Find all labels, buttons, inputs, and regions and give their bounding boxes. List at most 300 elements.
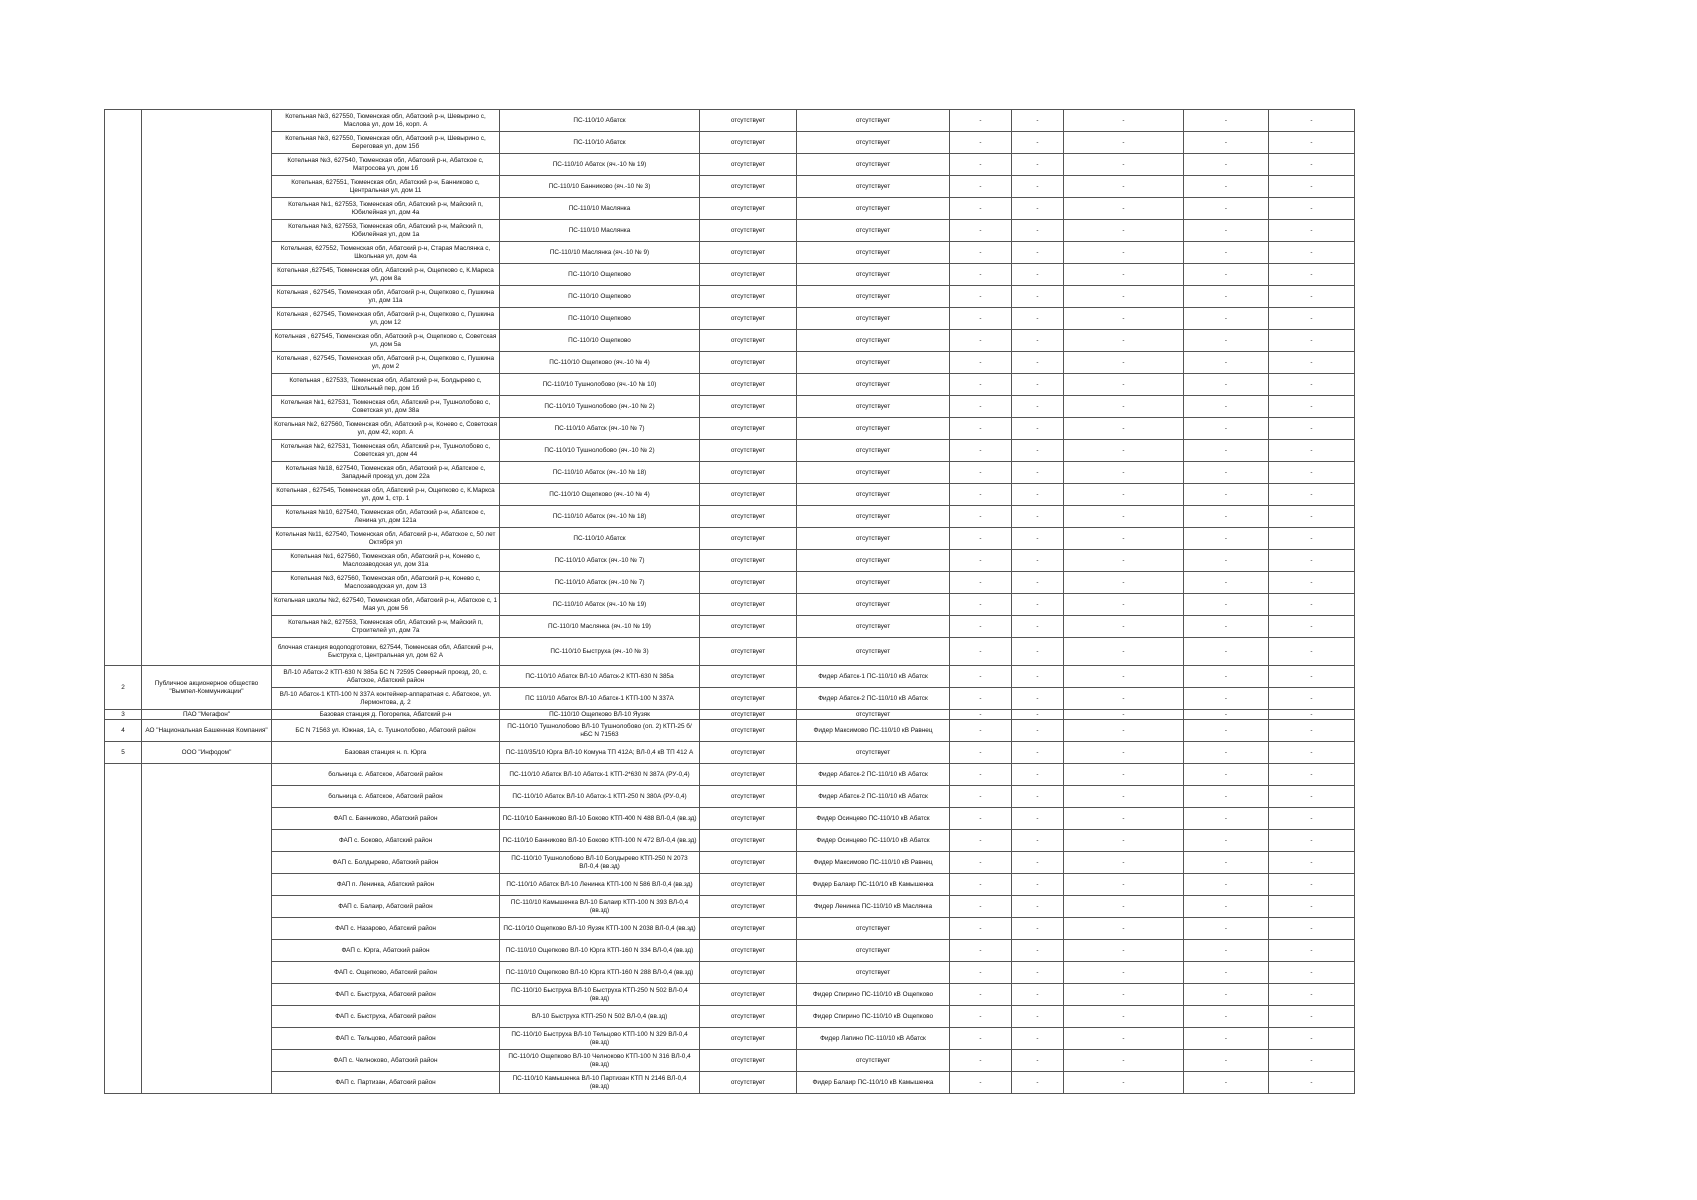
- table-row: [105, 720, 1355, 742]
- dash-cell: -: [1184, 874, 1269, 896]
- dash-cell: -: [1064, 418, 1184, 440]
- substation-cell: ПС-110/10 Абатск ВЛ-10 Абатск-2 КТП-630 N 385а: [500, 666, 700, 688]
- dash-cell: -: [950, 572, 1012, 594]
- dash-cell: -: [1064, 374, 1184, 396]
- dash-cell: -: [1184, 352, 1269, 374]
- dash-cell: -: [1064, 688, 1184, 710]
- status-cell: отсутствует: [700, 396, 797, 418]
- table-row: [105, 418, 1355, 440]
- table-row: [105, 110, 1355, 132]
- dash-cell: -: [1064, 1072, 1184, 1094]
- table-row: [105, 220, 1355, 242]
- table-row: [105, 666, 1355, 688]
- feeder-cell: отсутствует: [797, 242, 950, 264]
- dash-cell: -: [950, 720, 1012, 742]
- dash-cell: -: [1064, 396, 1184, 418]
- table-row: [105, 286, 1355, 308]
- dash-cell: -: [950, 220, 1012, 242]
- feeder-cell: отсутствует: [797, 962, 950, 984]
- status-cell: отсутствует: [700, 874, 797, 896]
- feeder-cell: Фидер Абатск-2 ПС-110/10 кВ Абатск: [797, 764, 950, 786]
- substation-cell: ПС-110/10 Маслянка (яч.-10 № 9): [500, 242, 700, 264]
- organization-cell: ПАО "Мегафон": [142, 710, 272, 720]
- dash-cell: -: [950, 198, 1012, 220]
- dash-cell: -: [1012, 616, 1064, 638]
- object-cell: Котельная №1, 627553, Тюменская обл, Абатский р-н, Майский п, Юбилейная ул, дом 4а: [272, 198, 500, 220]
- dash-cell: -: [1012, 808, 1064, 830]
- object-cell: Котельная №11, 627540, Тюменская обл, Абатский р-н, Абатское с, 50 лет Октября ул: [272, 528, 500, 550]
- object-cell: ФАП с. Челноково, Абатский район: [272, 1050, 500, 1072]
- substation-cell: ПС-110/10 Ощепково ВЛ-10 Яузяк КТП-100 N 2038 ВЛ-0,4 (вв.зд): [500, 918, 700, 940]
- status-cell: отсутствует: [700, 940, 797, 962]
- feeder-cell: Фидер Абатск-2 ПС-110/10 кВ Абатск: [797, 786, 950, 808]
- dash-cell: -: [1064, 896, 1184, 918]
- row-number-cell: 2: [105, 666, 142, 710]
- object-cell: Котельная , 627545, Тюменская обл, Абатский р-н, Ощепково с, К.Маркса ул, дом 1, стр. 1: [272, 484, 500, 506]
- status-cell: отсутствует: [700, 896, 797, 918]
- feeder-cell: отсутствует: [797, 462, 950, 484]
- dash-cell: -: [1269, 110, 1355, 132]
- substation-cell: ПС-110/10 Абатск ВЛ-10 Ленинка КТП-100 N 586 ВЛ-0,4 (вв.зд): [500, 874, 700, 896]
- object-cell: ВЛ-10 Абатск-2 КТП-630 N 385а БС N 72595 Северный проезд, 20, с. Абатское, Абатский район: [272, 666, 500, 688]
- object-cell: Котельная , 627545, Тюменская обл, Абатский р-н, Ощепково с, Пушкина ул, дом 11а: [272, 286, 500, 308]
- dash-cell: -: [950, 374, 1012, 396]
- dash-cell: -: [1184, 154, 1269, 176]
- substation-cell: ПС-110/10 Абатск (яч.-10 № 7): [500, 572, 700, 594]
- dash-cell: -: [1269, 940, 1355, 962]
- feeder-cell: отсутствует: [797, 594, 950, 616]
- dash-cell: -: [1064, 330, 1184, 352]
- dash-cell: -: [1012, 874, 1064, 896]
- object-cell: ВЛ-10 Абатск-1 КТП-100 N 337А контейнер-аппаратная с. Абатское, ул. Лермонтова, д. 2: [272, 688, 500, 710]
- table-row: [105, 1072, 1355, 1094]
- dash-cell: -: [1184, 830, 1269, 852]
- dash-cell: -: [1269, 286, 1355, 308]
- row-number-cell: 4: [105, 720, 142, 742]
- dash-cell: -: [1012, 1028, 1064, 1050]
- table-row: [105, 572, 1355, 594]
- table-row: [105, 242, 1355, 264]
- dash-cell: -: [1184, 594, 1269, 616]
- dash-cell: -: [1269, 484, 1355, 506]
- substation-cell: ПС-110/10 Абатск (яч.-10 № 19): [500, 154, 700, 176]
- table-row: [105, 550, 1355, 572]
- dash-cell: -: [1012, 330, 1064, 352]
- row-number-cell: [105, 764, 142, 1094]
- status-cell: отсутствует: [700, 666, 797, 688]
- object-cell: Базовая станция н. п. Юрга: [272, 742, 500, 764]
- row-number-cell: 5: [105, 742, 142, 764]
- dash-cell: -: [1012, 506, 1064, 528]
- status-cell: отсутствует: [700, 638, 797, 666]
- dash-cell: -: [1269, 720, 1355, 742]
- substation-cell: ПС-110/10 Банниково ВЛ-10 Боково КТП-100 N 472 ВЛ-0,4 (вв.зд): [500, 830, 700, 852]
- dash-cell: -: [1012, 418, 1064, 440]
- feeder-cell: Фидер Максимово ПС-110/10 кВ Равнец: [797, 852, 950, 874]
- dash-cell: -: [1012, 962, 1064, 984]
- dash-cell: -: [1064, 484, 1184, 506]
- status-cell: отсутствует: [700, 764, 797, 786]
- dash-cell: -: [1184, 1050, 1269, 1072]
- dash-cell: -: [1184, 962, 1269, 984]
- feeder-cell: отсутствует: [797, 352, 950, 374]
- status-cell: отсутствует: [700, 462, 797, 484]
- object-cell: Котельная №1, 627560, Тюменская обл, Абатский р-н, Конево с, Маслозаводская ул, дом 31а: [272, 550, 500, 572]
- dash-cell: -: [1184, 808, 1269, 830]
- dash-cell: -: [950, 506, 1012, 528]
- dash-cell: -: [950, 688, 1012, 710]
- substation-cell: ПС-110/10 Абатск: [500, 132, 700, 154]
- dash-cell: -: [1184, 484, 1269, 506]
- table-row: [105, 440, 1355, 462]
- object-cell: Котельная №3, 627560, Тюменская обл, Абатский р-н, Конево с, Маслозаводская ул, дом 13: [272, 572, 500, 594]
- dash-cell: -: [950, 616, 1012, 638]
- object-cell: ФАП п. Ленинка, Абатский район: [272, 874, 500, 896]
- dash-cell: -: [1064, 720, 1184, 742]
- feeder-cell: отсутствует: [797, 742, 950, 764]
- dash-cell: -: [950, 484, 1012, 506]
- table-row: [105, 176, 1355, 198]
- object-cell: Котельная №3, 627550, Тюменская обл, Абатский р-н, Шевырино с, Маслова ул, дом 16, корп. А: [272, 110, 500, 132]
- feeder-cell: отсутствует: [797, 1050, 950, 1072]
- object-cell: ФАП с. Тельцово, Абатский район: [272, 1028, 500, 1050]
- object-cell: ФАП с. Назарово, Абатский район: [272, 918, 500, 940]
- substation-cell: ПС-110/10 Ощепково ВЛ-10 Челноково КТП-100 N 316 ВЛ-0,4 (вв.зд): [500, 1050, 700, 1072]
- feeder-cell: отсутствует: [797, 286, 950, 308]
- dash-cell: -: [950, 550, 1012, 572]
- dash-cell: -: [1269, 396, 1355, 418]
- feeder-cell: отсутствует: [797, 198, 950, 220]
- substation-cell: ПС-110/10 Банниково ВЛ-10 Боково КТП-400 N 488 ВЛ-0,4 (вв.зд): [500, 808, 700, 830]
- object-cell: Котельная ,627545, Тюменская обл, Абатский р-н, Ощепково с, К.Маркса ул, дом 8а: [272, 264, 500, 286]
- status-cell: отсутствует: [700, 710, 797, 720]
- dash-cell: -: [1269, 264, 1355, 286]
- table-row: [105, 710, 1355, 720]
- dash-cell: -: [1012, 742, 1064, 764]
- dash-cell: -: [1269, 764, 1355, 786]
- table-row: [105, 984, 1355, 1006]
- dash-cell: -: [1064, 616, 1184, 638]
- status-cell: отсутствует: [700, 308, 797, 330]
- dash-cell: -: [1184, 418, 1269, 440]
- table-row: [105, 830, 1355, 852]
- substation-cell: ПС-110/10 Абатск (яч.-10 № 18): [500, 462, 700, 484]
- dash-cell: -: [1012, 220, 1064, 242]
- dash-cell: -: [1184, 132, 1269, 154]
- dash-cell: -: [950, 418, 1012, 440]
- table-row: [105, 132, 1355, 154]
- dash-cell: -: [950, 1006, 1012, 1028]
- status-cell: отсутствует: [700, 440, 797, 462]
- dash-cell: -: [1184, 638, 1269, 666]
- dash-cell: -: [1012, 1006, 1064, 1028]
- dash-cell: -: [1184, 666, 1269, 688]
- table-row: [105, 918, 1355, 940]
- dash-cell: -: [1184, 984, 1269, 1006]
- dash-cell: -: [1012, 374, 1064, 396]
- object-cell: ФАП с. Боково, Абатский район: [272, 830, 500, 852]
- status-cell: отсутствует: [700, 1072, 797, 1094]
- feeder-cell: отсутствует: [797, 506, 950, 528]
- dash-cell: -: [950, 984, 1012, 1006]
- dash-cell: -: [1269, 666, 1355, 688]
- dash-cell: -: [1184, 176, 1269, 198]
- dash-cell: -: [1269, 374, 1355, 396]
- dash-cell: -: [1269, 1006, 1355, 1028]
- dash-cell: -: [950, 462, 1012, 484]
- object-cell: Котельная №1, 627531, Тюменская обл, Абатский р-н, Тушнолобово с, Советская ул, дом 38а: [272, 396, 500, 418]
- table-row: [105, 528, 1355, 550]
- dash-cell: -: [1184, 688, 1269, 710]
- status-cell: отсутствует: [700, 352, 797, 374]
- feeder-cell: отсутствует: [797, 710, 950, 720]
- table-row: [105, 786, 1355, 808]
- dash-cell: -: [1184, 264, 1269, 286]
- dash-cell: -: [1064, 440, 1184, 462]
- dash-cell: -: [1012, 638, 1064, 666]
- dash-cell: -: [1064, 462, 1184, 484]
- dash-cell: -: [1064, 984, 1184, 1006]
- dash-cell: -: [1269, 242, 1355, 264]
- dash-cell: -: [1269, 962, 1355, 984]
- dash-cell: -: [1012, 308, 1064, 330]
- dash-cell: -: [1064, 962, 1184, 984]
- status-cell: отсутствует: [700, 808, 797, 830]
- status-cell: отсутствует: [700, 286, 797, 308]
- dash-cell: -: [1064, 110, 1184, 132]
- feeder-cell: Фидер Абатск-1 ПС-110/10 кВ Абатск: [797, 666, 950, 688]
- dash-cell: -: [1012, 786, 1064, 808]
- feeder-cell: отсутствует: [797, 374, 950, 396]
- object-cell: Котельная №3, 627540, Тюменская обл, Абатский р-н, Абатское с, Матросова ул, дом 1б: [272, 154, 500, 176]
- feeder-cell: отсутствует: [797, 330, 950, 352]
- status-cell: отсутствует: [700, 154, 797, 176]
- feeder-cell: отсутствует: [797, 132, 950, 154]
- substation-cell: ПС-110/10 Камышенка ВЛ-10 Партизан КТП N 2146 ВЛ-0,4 (вв.зд): [500, 1072, 700, 1094]
- substation-cell: ПС-110/10 Тушнолобово ВЛ-10 Болдырево КТП-250 N 2073 ВЛ-0,4 (вв.зд): [500, 852, 700, 874]
- dash-cell: -: [1012, 1072, 1064, 1094]
- dash-cell: -: [1064, 352, 1184, 374]
- feeder-cell: Фидер Балаир ПС-110/10 кВ Камышенка: [797, 1072, 950, 1094]
- substation-cell: ПС-110/35/10 Юрга ВЛ-10 Комуна ТП 412А; ВЛ-0,4 кВ ТП 412 А: [500, 742, 700, 764]
- dash-cell: -: [1269, 220, 1355, 242]
- substation-cell: ПС-110/10 Абатск ВЛ-10 Абатск-1 КТП-250 N 380А (РУ-0,4): [500, 786, 700, 808]
- dash-cell: -: [1184, 710, 1269, 720]
- dash-cell: -: [1184, 1072, 1269, 1094]
- dash-cell: -: [1012, 132, 1064, 154]
- substation-cell: ПС-110/10 Тушнолобово (яч.-10 № 2): [500, 440, 700, 462]
- table-row: [105, 264, 1355, 286]
- status-cell: отсутствует: [700, 132, 797, 154]
- status-cell: отсутствует: [700, 110, 797, 132]
- dash-cell: -: [950, 286, 1012, 308]
- feeder-cell: отсутствует: [797, 484, 950, 506]
- dash-cell: -: [1269, 132, 1355, 154]
- table-row: [105, 352, 1355, 374]
- dash-cell: -: [1184, 896, 1269, 918]
- dash-cell: -: [1012, 852, 1064, 874]
- dash-cell: -: [950, 940, 1012, 962]
- dash-cell: -: [950, 352, 1012, 374]
- dash-cell: -: [1012, 528, 1064, 550]
- feeder-cell: отсутствует: [797, 264, 950, 286]
- dash-cell: -: [1012, 572, 1064, 594]
- dash-cell: -: [950, 808, 1012, 830]
- dash-cell: -: [950, 710, 1012, 720]
- organization-cell: [142, 764, 272, 1094]
- dash-cell: -: [1184, 198, 1269, 220]
- dash-cell: -: [1012, 286, 1064, 308]
- dash-cell: -: [1012, 720, 1064, 742]
- object-cell: больница с. Абатское, Абатский район: [272, 764, 500, 786]
- status-cell: отсутствует: [700, 688, 797, 710]
- object-cell: ФАП с. Быструха, Абатский район: [272, 1006, 500, 1028]
- substation-cell: ПС-110/10 Маслянка (яч.-10 № 19): [500, 616, 700, 638]
- table-row: [105, 896, 1355, 918]
- substation-cell: ПС-110/10 Банниково (яч.-10 № 3): [500, 176, 700, 198]
- feeder-cell: отсутствует: [797, 572, 950, 594]
- dash-cell: -: [950, 962, 1012, 984]
- substation-cell: ПС-110/10 Ощепково: [500, 308, 700, 330]
- dash-cell: -: [1012, 440, 1064, 462]
- dash-cell: -: [1269, 528, 1355, 550]
- feeder-cell: отсутствует: [797, 440, 950, 462]
- dash-cell: -: [1184, 308, 1269, 330]
- substation-cell: ПС-110/10 Абатск ВЛ-10 Абатск-1 КТП-2*630 N 387А (РУ-0,4): [500, 764, 700, 786]
- dash-cell: -: [1012, 918, 1064, 940]
- organization-cell: ООО "Инфодом": [142, 742, 272, 764]
- table-row: [105, 874, 1355, 896]
- dash-cell: -: [1064, 264, 1184, 286]
- feeder-cell: Фидер Лапино ПС-110/10 кВ Абатск: [797, 1028, 950, 1050]
- object-cell: Котельная , 627533, Тюменская обл, Абатский р-н, Болдырево с, Школьный пер, дом 1б: [272, 374, 500, 396]
- status-cell: отсутствует: [700, 242, 797, 264]
- feeder-cell: отсутствует: [797, 528, 950, 550]
- feeder-cell: Фидер Спирино ПС-110/10 кВ Ощепково: [797, 1006, 950, 1028]
- object-cell: Котельная №2, 627553, Тюменская обл, Абатский р-н, Майский п, Строителей ул, дом 7а: [272, 616, 500, 638]
- table-row: [105, 1006, 1355, 1028]
- feeder-cell: Фидер Максимово ПС-110/10 кВ Равнец: [797, 720, 950, 742]
- dash-cell: -: [950, 1050, 1012, 1072]
- dash-cell: -: [1269, 154, 1355, 176]
- dash-cell: -: [950, 176, 1012, 198]
- object-cell: Котельная, 627552, Тюменская обл, Абатский р-н, Старая Маслянка с, Школьная ул, дом 4а: [272, 242, 500, 264]
- substation-cell: ПС-110/10 Тушнолобово (яч.-10 № 2): [500, 396, 700, 418]
- status-cell: отсутствует: [700, 528, 797, 550]
- dash-cell: -: [950, 594, 1012, 616]
- dash-cell: -: [1064, 1028, 1184, 1050]
- feeder-cell: отсутствует: [797, 918, 950, 940]
- dash-cell: -: [1064, 786, 1184, 808]
- dash-cell: -: [950, 308, 1012, 330]
- dash-cell: -: [1184, 1006, 1269, 1028]
- dash-cell: -: [1064, 666, 1184, 688]
- dash-cell: -: [1064, 198, 1184, 220]
- feeder-cell: Фидер Осинцево ПС-110/10 кВ Абатск: [797, 830, 950, 852]
- dash-cell: -: [1012, 896, 1064, 918]
- dash-cell: -: [1269, 896, 1355, 918]
- organization-cell: [142, 110, 272, 666]
- dash-cell: -: [1064, 286, 1184, 308]
- feeder-cell: отсутствует: [797, 110, 950, 132]
- object-cell: БС N 71563 ул. Южная, 1А, с. Тушнолобово, Абатский район: [272, 720, 500, 742]
- dash-cell: -: [1012, 1050, 1064, 1072]
- dash-cell: -: [1184, 852, 1269, 874]
- document-table: [104, 109, 1355, 1094]
- dash-cell: -: [1269, 550, 1355, 572]
- dash-cell: -: [1269, 710, 1355, 720]
- object-cell: блочная станция водоподготовки, 627544, Тюменская обл, Абатский р-н, Быструха с, Центральная ул, дом 62 А: [272, 638, 500, 666]
- dash-cell: -: [1184, 330, 1269, 352]
- row-number-cell: [105, 110, 142, 666]
- dash-cell: -: [1269, 594, 1355, 616]
- dash-cell: -: [1064, 308, 1184, 330]
- dash-cell: -: [1064, 550, 1184, 572]
- dash-cell: -: [1064, 220, 1184, 242]
- dash-cell: -: [1269, 742, 1355, 764]
- dash-cell: -: [1064, 1006, 1184, 1028]
- dash-cell: -: [950, 1028, 1012, 1050]
- status-cell: отсутствует: [700, 264, 797, 286]
- status-cell: отсутствует: [700, 1050, 797, 1072]
- dash-cell: -: [1269, 638, 1355, 666]
- dash-cell: -: [1064, 764, 1184, 786]
- status-cell: отсутствует: [700, 330, 797, 352]
- status-cell: отсутствует: [700, 1028, 797, 1050]
- object-cell: ФАП с. Быструха, Абатский район: [272, 984, 500, 1006]
- status-cell: отсутствует: [700, 742, 797, 764]
- dash-cell: -: [950, 874, 1012, 896]
- object-cell: Котельная №18, 627540, Тюменская обл, Абатский р-н, Абатское с, Западный проезд ул, дом 22а: [272, 462, 500, 484]
- object-cell: ФАП с. Болдырево, Абатский район: [272, 852, 500, 874]
- substation-cell: ПС-110/10 Абатск (яч.-10 № 19): [500, 594, 700, 616]
- object-cell: Котельная, 627551, Тюменская обл, Абатский р-н, Банниково с, Центральная ул, дом 11: [272, 176, 500, 198]
- object-cell: Котельная №3, 627550, Тюменская обл, Абатский р-н, Шевырино с, Береговая ул, дом 15б: [272, 132, 500, 154]
- object-cell: ФАП с. Юрга, Абатский район: [272, 940, 500, 962]
- dash-cell: -: [950, 742, 1012, 764]
- dash-cell: -: [1269, 874, 1355, 896]
- dash-cell: -: [1064, 1050, 1184, 1072]
- status-cell: отсутствует: [700, 984, 797, 1006]
- table-body: [105, 110, 1355, 1094]
- substation-cell: ПС 110/10 Абатск ВЛ-10 Абатск-1 КТП-100 N 337А: [500, 688, 700, 710]
- dash-cell: -: [950, 786, 1012, 808]
- dash-cell: -: [1269, 616, 1355, 638]
- dash-cell: -: [1012, 550, 1064, 572]
- dash-cell: -: [1012, 198, 1064, 220]
- substation-cell: ПС-110/10 Абатск (яч.-10 № 18): [500, 506, 700, 528]
- status-cell: отсутствует: [700, 550, 797, 572]
- substation-cell: ПС-110/10 Маслянка: [500, 198, 700, 220]
- status-cell: отсутствует: [700, 506, 797, 528]
- dash-cell: -: [1269, 440, 1355, 462]
- dash-cell: -: [1064, 940, 1184, 962]
- dash-cell: -: [1012, 264, 1064, 286]
- status-cell: отсутствует: [700, 720, 797, 742]
- dash-cell: -: [1184, 616, 1269, 638]
- dash-cell: -: [1184, 110, 1269, 132]
- dash-cell: -: [1269, 462, 1355, 484]
- status-cell: отсутствует: [700, 484, 797, 506]
- dash-cell: -: [1269, 830, 1355, 852]
- feeder-cell: Фидер Спирино ПС-110/10 кВ Ощепково: [797, 984, 950, 1006]
- dash-cell: -: [1184, 462, 1269, 484]
- feeder-cell: отсутствует: [797, 220, 950, 242]
- substation-cell: ПС-110/10 Тушнолобово ВЛ-10 Тушнолобово (оп. 2) КТП-25 б/нБС N 71563: [500, 720, 700, 742]
- dash-cell: -: [1064, 638, 1184, 666]
- dash-cell: -: [1012, 764, 1064, 786]
- object-cell: ФАП с. Банниково, Абатский район: [272, 808, 500, 830]
